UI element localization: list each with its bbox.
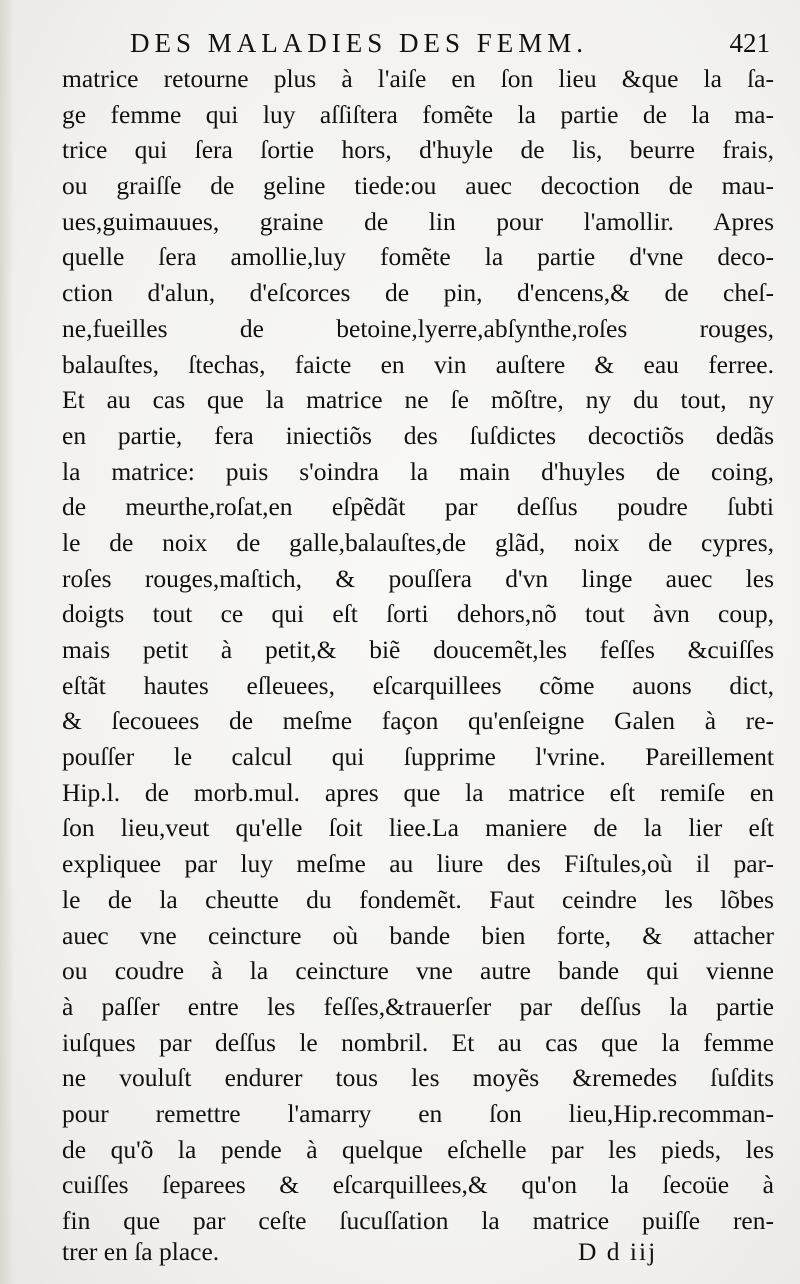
text-line: ou graiſſe de geline tiede:ou auec decoction de mau- <box>62 171 774 201</box>
text-line: en partie, fera iniectiõs des ſuſdictes decoctiõs dedãs <box>62 420 774 450</box>
text-line: pouſſer le calcul qui ſupprime l'vrine. Pareillement <box>62 742 774 772</box>
text-line: Et au cas que la matrice ne ſe mõſtre, ny du tout, ny <box>62 385 774 415</box>
text-line: ſon lieu,veut qu'elle ſoit liee.La maniere de la lier eſt <box>62 813 774 843</box>
text-line: le de la cheutte du fondemẽt. Faut ceindre les lõbes <box>62 884 774 914</box>
text-line: ues,guimauues, graine de lin pour l'amollir. Apres <box>62 206 774 236</box>
text-line: le de noix de galle,balauſtes,de glãd, noix de cypres, <box>62 527 774 557</box>
text-line: Hip.l. de morb.mul. apres que la matrice eſt remiſe en <box>62 777 774 807</box>
page-number: 421 <box>729 28 770 58</box>
text-line: doigts tout ce qui eſt ſorti dehors,nõ tout àvn coup, <box>62 599 774 629</box>
body-text <box>62 61 774 1239</box>
text-line: roſes rouges,maſtich, & pouſſera d'vn linge auec les <box>62 563 774 593</box>
text-line: expliquee par luy meſme au liure des Fiſtules,où il par- <box>62 849 774 879</box>
running-head: DES MALADIES DES FEMM. <box>130 28 589 58</box>
text-line: eſtãt hautes eſleuees, eſcarquillees cõme auons dict, <box>62 670 774 700</box>
text-line: balauſtes, ſtechas, faicte en vin auſtere & eau ferree. <box>62 349 774 379</box>
text-line: de qu'õ la pende à quelque eſchelle par les pieds, les <box>62 1134 774 1164</box>
text-line: pour remettre l'amarry en ſon lieu,Hip.recomman- <box>62 1098 774 1128</box>
text-line: & ſecouees de meſme façon qu'enſeigne Galen à re- <box>62 706 774 736</box>
text-line: ne,fueilles de betoine,lyerre,abſynthe,roſes rouges, <box>62 313 774 343</box>
text-line: cuiſſes ſeparees & eſcarquillees,& qu'on la ſecoüe à <box>62 1170 774 1200</box>
page-footer <box>62 1234 774 1270</box>
text-line: fin que par ceſte ſucuſſation la matrice puiſſe ren- <box>62 1206 774 1235</box>
text-line: auec vne ceincture où bande bien forte, & attacher <box>62 920 774 950</box>
text-line: trice qui ſera ſortie hors, d'huyle de lis, beurre frais, <box>62 135 774 165</box>
final-text-line: trer en ſa place. <box>62 1237 220 1266</box>
page-gutter-shadow <box>0 0 14 1284</box>
text-line: ou coudre à la ceincture vne autre bande qui vienne <box>62 956 774 986</box>
text-line: quelle ſera amollie,luy fomẽte la partie d'vne deco- <box>62 242 774 272</box>
text-line: à paſſer entre les feſſes,&trauerſer par deſſus la partie <box>62 991 774 1021</box>
page-header <box>130 28 770 64</box>
text-line: matrice retourne plus à l'aiſe en ſon lieu &que la ſa- <box>62 64 774 93</box>
text-line: ge femme qui luy aſſiſtera fomẽte la partie de la ma- <box>62 99 774 129</box>
text-line: ne vouluſt endurer tous les moyẽs &remedes ſuſdits <box>62 1063 774 1093</box>
text-line: mais petit à petit,& biẽ doucemẽt,les feſſes &cuiſſes <box>62 635 774 664</box>
text-line: ction d'alun, d'eſcorces de pin, d'encens,& de cheſ- <box>62 278 774 308</box>
text-line: de meurthe,roſat,en eſpẽdãt par deſſus poudre ſubti <box>62 492 774 522</box>
text-line: la matrice: puis s'oindra la main d'huyles de coing, <box>62 456 774 486</box>
text-line: iuſques par deſſus le nombril. Et au cas que la femme <box>62 1027 774 1057</box>
signature-mark: D d iij <box>578 1237 658 1266</box>
